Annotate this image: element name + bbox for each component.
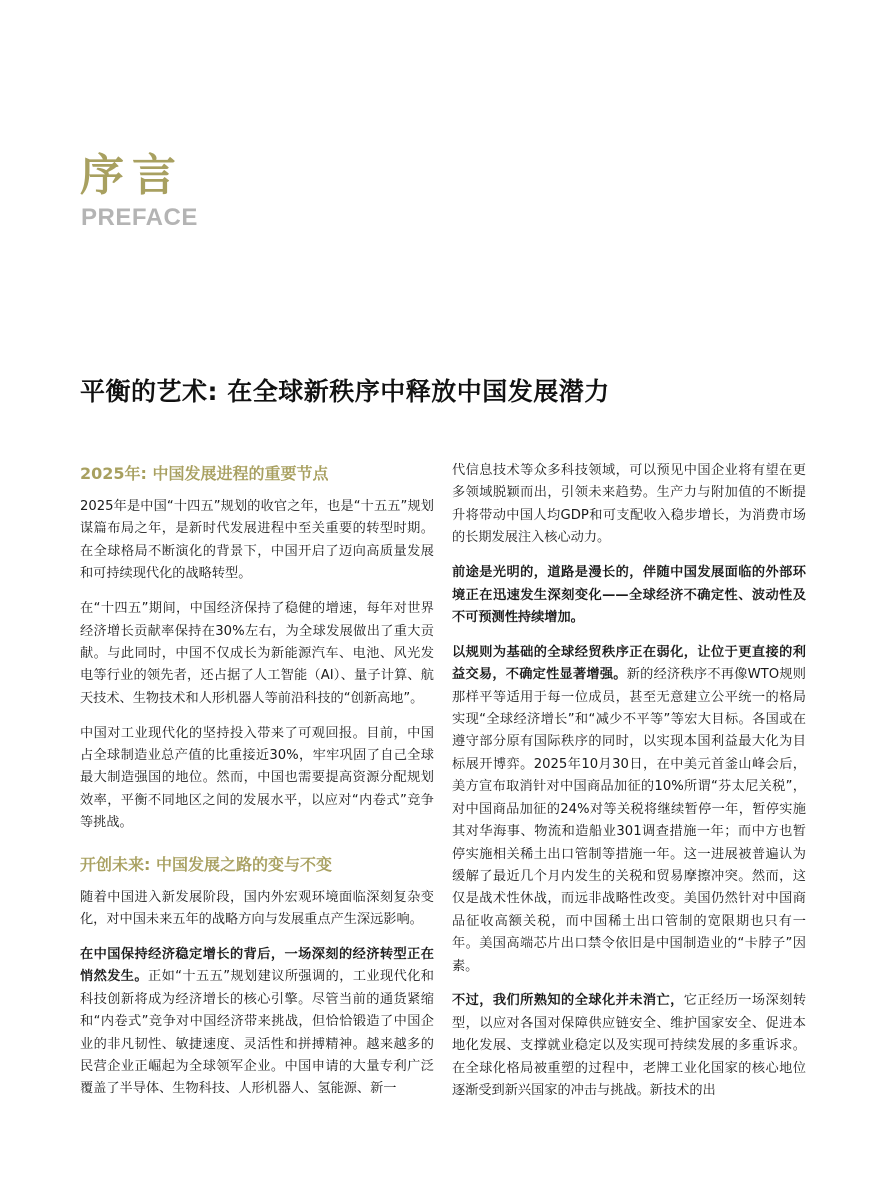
paragraph: 中国对工业现代化的坚持投入带来了可观回报。目前，中国占全球制造业总产值的比重接近30%，牢牢巩固了自己全球最大制造强国的地位。然而，中国也需要提高资源分配规划效率，平衡不同地区之间的发展水平，以应对“内卷式”竞争等挑战。 (80, 725, 434, 831)
article-headline: 平衡的艺术: 在全球新秩序中释放中国发展潜力 (80, 377, 610, 406)
paragraph: 随着中国进入新发展阶段，国内外宏观环境面临深刻复杂变化，对中国未来五年的战略方向与发展重点产生深远影响。 (80, 889, 434, 928)
bold-lead: 不过，我们所熟知的全球化并未消亡， (452, 993, 684, 1009)
preface-title: 序言 (80, 150, 184, 201)
left-column (80, 462, 434, 1101)
bold-paragraph: 前途是光明的，道路是漫长的，伴随中国发展面临的外部环境正在迅速发生深刻变化——全球经济不确定性、波动性及不可预测性持续增加。 (452, 565, 806, 625)
paragraph (452, 990, 806, 1102)
right-column (452, 460, 806, 1102)
paragraph (80, 944, 434, 1101)
paragraph-text: 正如“十五五”规划建议所强调的，工业现代化和科技创新将成为经济增长的核心引擎。尽管当前的通货紧缩和“内卷式”竞争对中国经济带来挑战，但恰恰锻造了中国企业的非凡韧性、敏捷速度、灵活性和拼搏精神。越来越多的民营企业正崛起为全球领军企业。中国申请的大量专利广泛覆盖了半导体、生物科技、人形机器人、氢能源、新一 (80, 969, 434, 1097)
section-heading-2025: 2025年: 中国发展进程的重要节点 (80, 464, 329, 483)
preface-title-en: PREFACE (81, 204, 198, 231)
bold-lead: 在中国保持经济稳定增长的背后，一场深刻的经济转型正在悄然发生。 (80, 947, 434, 985)
paragraph-text: 新的经济秩序不再像WTO规则那样平等适用于每一位成员，甚至无意建立公平统一的格局实现“全球经济增长”和“减少不平等”等宏大目标。各国或在遵守部分原有国际秩序的同时，以实现本国利益最大化为目标展开博弈。2025年10月30日，在中美元首釜山峰会后，美方宣布取消针对中国商品加征的10%所谓“芬太尼关税”，对中国商品加征的24%对等关税将继续暂停一年，暂停实施其对华海事、物流和造船业301调查措施一年；而中方也暂停实施相关稀土出口管制等措施一年。这一进展被普遍认为缓解了最近几个月内发生的关税和贸易摩擦冲突。然而，这仅是战术性休战，而远非战略性改变。美国仍然针对中国商品征收高额关税，而中国稀土出口管制的宽限期也只有一年。美国高端芯片出口禁令依旧是中国制造业的“卡脖子”因素。 (452, 667, 806, 974)
section-heading-future: 开创未来: 中国发展之路的变与不变 (80, 854, 332, 874)
paragraph: 代信息技术等众多科技领域，可以预见中国企业将有望在更多领域脱颖而出，引领未来趋势。生产力与附加值的不断提升将带动中国人均GDP和可支配收入稳步增长，为消费市场的长期发展注入核心动力。 (452, 463, 806, 546)
paragraph (452, 562, 806, 629)
paragraph-text: 它正经历一场深刻转型，以应对各国对保障供应链安全、维护国家安全、促进本地化发展、支撑就业稳定以及实现可持续发展的多重诉求。在全球化格局被重塑的过程中，老牌工业化国家的核心地位逐渐受到新兴国家的冲击与挑战。新技术的出 (452, 993, 807, 1099)
paragraph: 2025年是中国“十四五”规划的收官之年，也是“十五五”规划谋篇布局之年，是新时代发展进程中至关重要的转型时期。在全球格局不断演化的背景下，中国开启了迈向高质量发展和可持续现代化的战略转型。 (80, 499, 434, 582)
bold-lead: 以规则为基础的全球经贸秩序正在弱化，让位于更直接的利益交易，不确定性显著增强。 (452, 644, 806, 683)
paragraph: 在“十四五”期间，中国经济保持了稳健的增速，每年对世界经济增长贡献率保持在30%左右，为全球发展做出了重大贡献。与此同时，中国不仅成长为新能源汽车、电池、风光发电等行业的领先者，还占据了人工智能（AI）、量子计算、航天技术、生物技术和人形机器人等前沿科技的“创新高地”。 (80, 601, 434, 706)
paragraph (452, 642, 806, 978)
